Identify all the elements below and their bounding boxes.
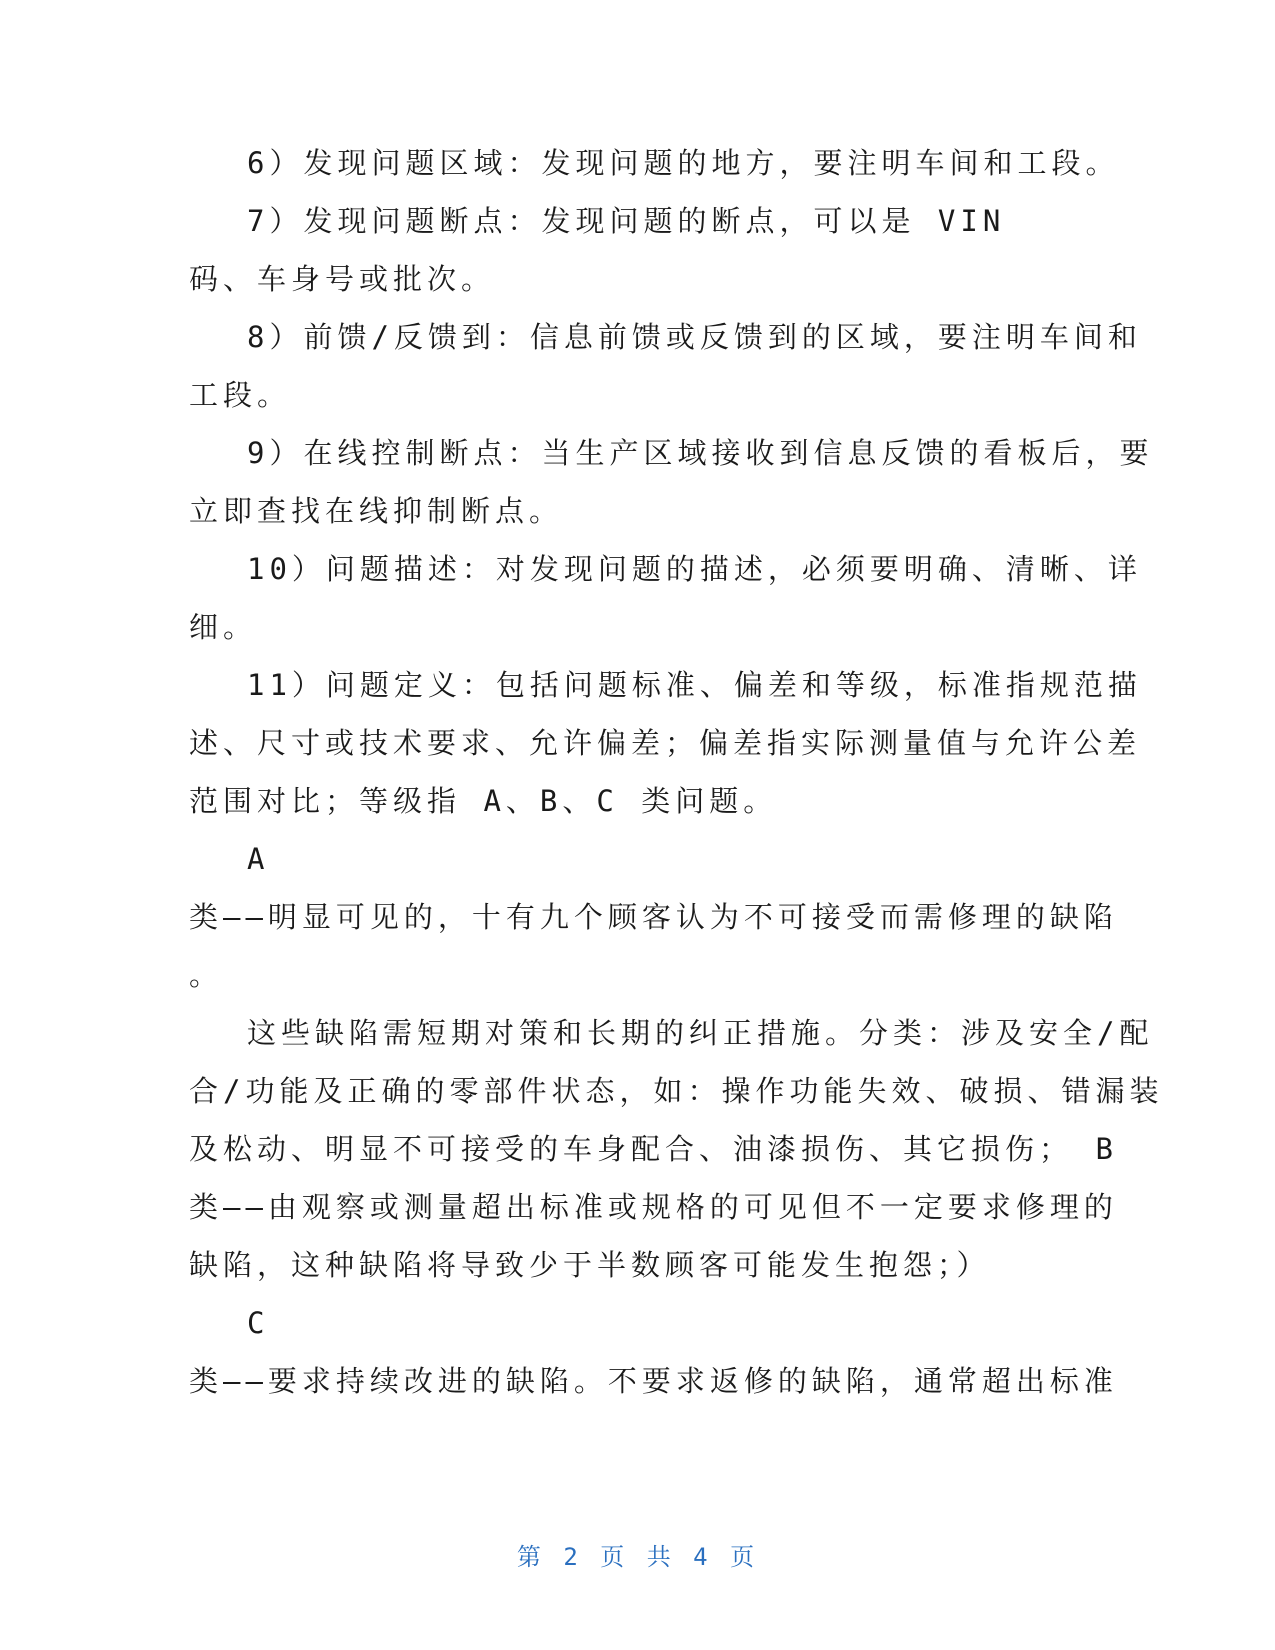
paragraph-line: 缺陷，这种缺陷将导致少于半数顾客可能发生抱怨；） [189, 1248, 991, 1282]
paragraph-line: 类——要求持续改进的缺陷。不要求返修的缺陷，通常超出标准 [189, 1364, 1118, 1398]
paragraph-line: 及松动、明显不可接受的车身配合、油漆损伤、其它损伤； B [189, 1132, 1118, 1166]
paragraph-line: 类——由观察或测量超出标准或规格的可见但不一定要求修理的 [189, 1190, 1118, 1224]
paragraph-line: 8）前馈/反馈到：信息前馈或反馈到的区域，要注明车间和 [247, 320, 1142, 354]
paragraph-line: 细。 [189, 610, 258, 644]
paragraph-line: 10）问题描述：对发现问题的描述，必须要明确、清晰、详 [247, 552, 1142, 586]
paragraph-line: 9）在线控制断点：当生产区域接收到信息反馈的看板后，要 [247, 436, 1154, 470]
paragraph-line: 范围对比；等级指 A、B、C 类问题。 [189, 784, 778, 818]
paragraph-line: 述、尺寸或技术要求、允许偏差；偏差指实际测量值与允许公差 [189, 726, 1142, 760]
paragraph-line: 类——明显可见的，十有九个顾客认为不可接受而需修理的缺陷 [189, 900, 1118, 934]
paragraph-line: 工段。 [189, 378, 292, 412]
paragraph-line: 7）发现问题断点：发现问题的断点，可以是 VIN [247, 204, 1006, 238]
paragraph-line: C [247, 1306, 270, 1340]
page-number-footer: 第 2 页 共 4 页 [516, 1543, 759, 1571]
paragraph-line: 11）问题定义：包括问题标准、偏差和等级，标准指规范描 [247, 668, 1142, 702]
paragraph-line: 合/功能及正确的零部件状态，如：操作功能失效、破损、错漏装 [189, 1074, 1164, 1108]
paragraph-line: A [247, 842, 270, 876]
paragraph-line: 6）发现问题区域：发现问题的地方，要注明车间和工段。 [247, 146, 1120, 180]
paragraph-line: 立即查找在线抑制断点。 [189, 494, 564, 528]
paragraph-line: 。 [189, 958, 224, 992]
paragraph-line: 码、车身号或批次。 [189, 262, 496, 296]
paragraph-line: 这些缺陷需短期对策和长期的纠正措施。分类：涉及安全/配 [247, 1016, 1154, 1050]
